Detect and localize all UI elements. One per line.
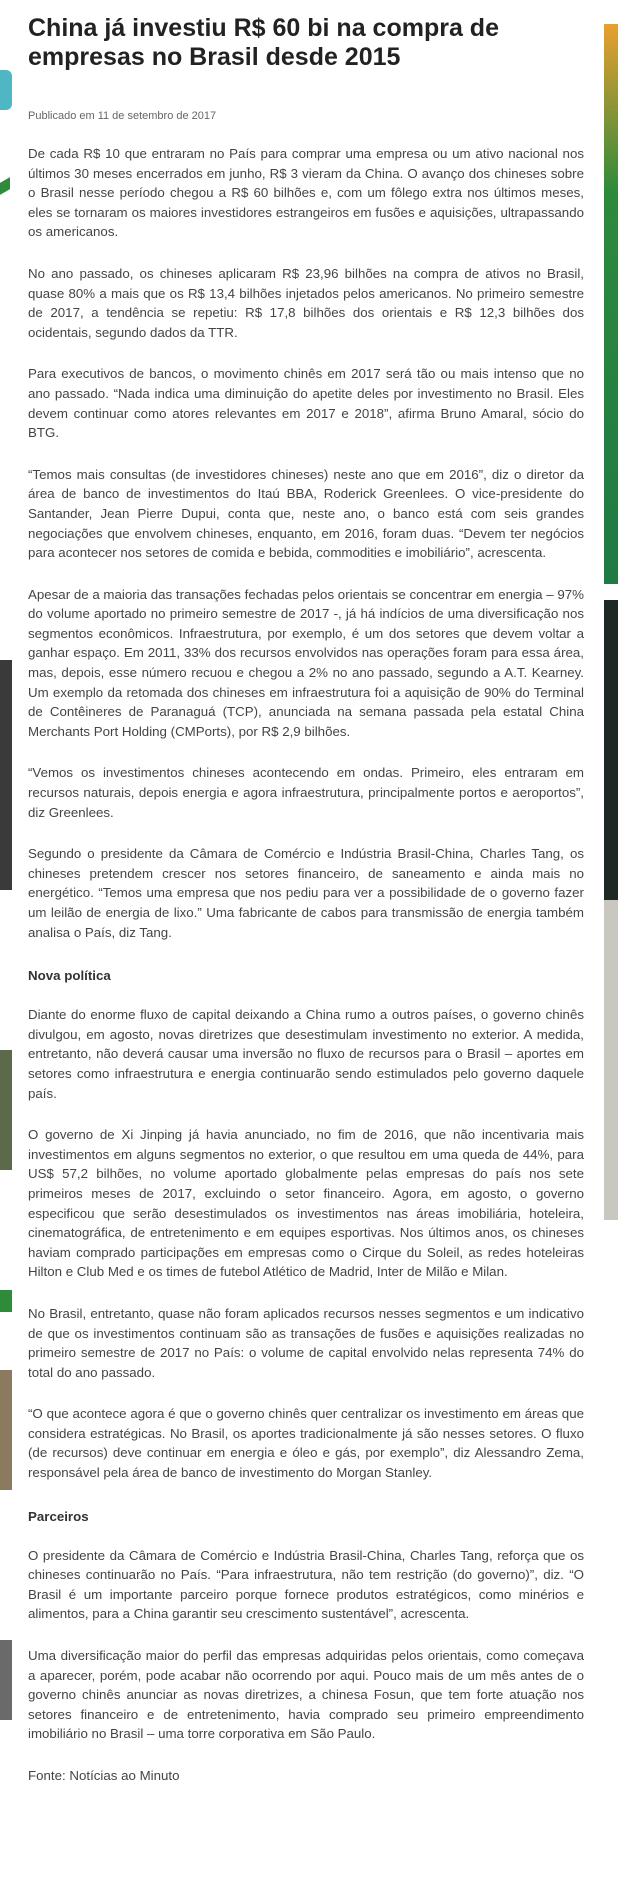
left-sidebar-fragment <box>0 0 14 1892</box>
advertisement-fragment <box>604 24 618 584</box>
newspaper-image-fragment <box>604 900 618 1220</box>
article-paragraph: Para executivos de bancos, o movimento chinês em 2017 será tão ou mais intenso que no ano passado. “Nada indica uma diminuição do apetite deles por investimento no Brasil. Eles devem continuar como atores relevantes em 2017 e 2018”, afirma Bruno Amaral, sócio do BTG. <box>28 366 584 441</box>
advertisement-fragment <box>604 600 618 900</box>
green-mark-fragment <box>0 177 10 195</box>
article-paragraph: No Brasil, entretanto, quase não foram aplicados recursos nesses segmentos e um indicativo de que os investimentos continuam são as transações de fusões e aquisições realizadas no primeiro semestre de 2017 no País: o volume de capital envolvido nelas representa 74% do total do ano passado. <box>28 1305 584 1380</box>
image-fragment <box>0 1370 12 1490</box>
news-article <box>28 14 584 1783</box>
publish-date: Publicado em 11 de setembro de 2017 <box>28 110 217 122</box>
article-paragraph: De cada R$ 10 que entraram no País para comprar uma empresa ou um ativo nacional nos últimos 30 meses encerrados em junho, R$ 3 vieram da China. O avanço dos chineses sobre o Brasil nesse período chegou a R$ 60 bilhões e, com um fôlego extra nos últimos meses, eles se tornaram os maiores investidores estrangeiros em fusões e aquisições, ultrapassando os americanos. <box>28 146 584 240</box>
article-paragraph: Apesar de a maioria das transações fechadas pelos orientais se concentrar em energia – 97% do volume aportado no primeiro semestre de 2017 -, já há indícios de uma diversificação nos segmentos econômicos. Infraestrutura, por exemplo, é um dos setores que devem voltar a ganhar espaço. Em 2011, 33% dos recursos envolvidos nas operações foram para essa área, mas, depois, esse número recuou e chegou a 2% no ano passado, segundo a A.T. Kearney. Um exemplo da retomada dos chineses em infraestrutura foi a aquisição de 90% do Terminal de Contêineres de Paranaguá (TCP), anunciada na semana passada pela estatal China Merchants Port Holding (CMPorts), por R$ 2,9 bilhões. <box>28 586 584 739</box>
article-paragraph: Uma diversificação maior do perfil das empresas adquiridas pelos orientais, como começava a aparecer, porém, pode acabar não ocorrendo por aqui. Pouco mais de um mês antes de o governo chinês anunciar as novas diretrizes, a chinesa Fosun, que tem forte atuação nos setores financeiro e de entretenimento, havia comprado seu primeiro empreendimento imobiliário no Brasil – uma torre corporativa em São Paulo. <box>28 1648 584 1742</box>
section-heading-parceiros: Parceiros <box>28 1508 89 1524</box>
article-paragraph: “Vemos os investimentos chineses acontecendo em ondas. Primeiro, eles entraram em recursos naturais, depois energia e agora infraestrutura, principalmente portos e aeroportos”, diz Greenlees. <box>28 765 584 820</box>
article-paragraph: Segundo o presidente da Câmara de Comércio e Indústria Brasil-China, Charles Tang, os chineses pretendem crescer nos setores financeiro, de saneamento e ainda mais no energético. “Temos uma empresa que nos pediu para ver a possibilidade de o governo fazer um leilão de energia de lixo.” Uma fabricante de cabos para transmissão de energia também analisa o País, diz Tang. <box>28 846 584 940</box>
right-sidebar-fragment <box>600 0 618 1892</box>
green-badge-fragment <box>0 1290 12 1312</box>
image-fragment <box>0 1050 12 1170</box>
article-paragraph: “Temos mais consultas (de investidores chineses) neste ano que em 2016”, diz o diretor da área de banco de investimentos do Itaú BBA, Roderick Greenlees. O vice-presidente do Santander, Jean Pierre Dupui, conta que, neste ano, o banco está com seis grandes negociações que envolvem chineses, enquanto, em 2016, foram duas. “Devem ter negócios para acontecer nos setores de comida e bebida, commodities e imobiliário”, acrescenta. <box>28 466 584 561</box>
article-paragraph: No ano passado, os chineses aplicaram R$ 23,96 bilhões na compra de ativos no Brasil, quase 80% a mais que os R$ 13,4 bilhões injetados pelos americanos. No primeiro semestre de 2017, a tendência se repetiu: R$ 17,8 bilhões dos orientais e R$ 12,3 bilhões dos ocidentais, segundo dados da TTR. <box>28 265 584 340</box>
article-paragraph: O governo de Xi Jinping já havia anunciado, no fim de 2016, que não incentivaria mais investimentos em alguns segmentos no exterior, o que resultou em uma queda de 44%, para US$ 57,2 bilhões, no volume aportado globalmente pelas empresas do país nos sete primeiros meses de 2017, excluindo o setor financeiro. Agora, em agosto, o governo especificou que serão desestimulados os investimentos nas áreas imobiliária, hoteleira, cinematográfica, de entretenimento e em equipes esportivas. Nos últimos anos, os chineses haviam comprado participações em empresas como o Cirque du Soleil, as redes hoteleiras Hilton e Club Med e os times de futebol Atlético de Madrid, Inter de Milão e Milan. <box>28 1127 584 1280</box>
image-fragment <box>0 1640 12 1720</box>
teal-tab-fragment <box>0 70 12 110</box>
article-source: Fonte: Notícias ao Minuto <box>28 1768 180 1783</box>
article-paragraph: O presidente da Câmara de Comércio e Indústria Brasil-China, Charles Tang, reforça que os chineses continuarão no País. “Para infraestrutura, não tem restrição (do governo)”, diz. “O Brasil é um importante parceiro porque fornece produtos estratégicos, como minérios e alimentos, para a China garantir seu crescimento sustentável”, acrescenta. <box>28 1547 584 1622</box>
section-heading-nova-politica: Nova política <box>28 968 111 984</box>
article-paragraph: Diante do enorme fluxo de capital deixando a China rumo a outros países, o governo chinês divulgou, em agosto, novas diretrizes que desestimulam investimento no exterior. A medida, entretanto, não deverá causar uma inversão no fluxo de recursos para o Brasil – aportes em setores como infraestrutura e energia continuarão sendo estimulados pelo governo daquele país. <box>28 1007 584 1101</box>
article-title: China já investiu R$ 60 bi na compra de empresas no Brasil desde 2015 <box>28 14 499 71</box>
article-paragraph: “O que acontece agora é que o governo chinês quer centralizar os investimento em áreas que considera estratégicas. No Brasil, os aportes tradicionalmente já são nesses setores. O fluxo (de recursos) deve continuar em energia e óleo e gás, por exemplo”, diz Alessandro Zema, responsável pela área de banco de investimento do Morgan Stanley. <box>28 1406 584 1481</box>
image-fragment <box>0 660 12 890</box>
